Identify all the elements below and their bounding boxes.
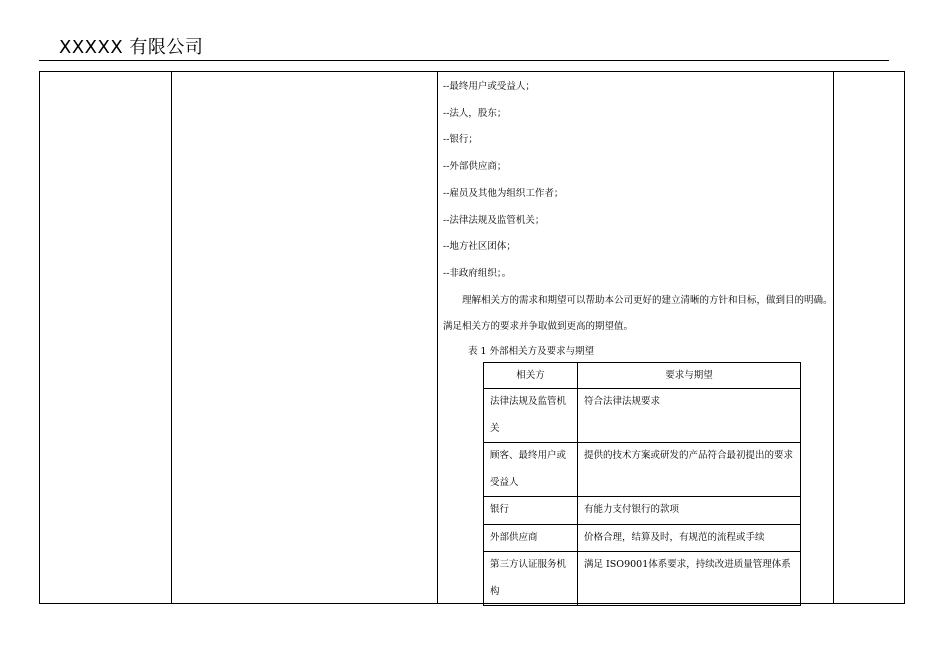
table-header-row: [484, 363, 801, 389]
stakeholder-table: [483, 362, 801, 606]
company-name: XXXXX 有限公司: [59, 37, 204, 58]
column-divider: [833, 72, 834, 603]
column-divider: [171, 72, 172, 603]
column-divider: [437, 72, 438, 603]
table-caption: 表 1 外部相关方及要求与期望: [468, 346, 595, 357]
column-header: 相关方: [484, 363, 578, 389]
table-row: [484, 389, 801, 443]
list-item: --银行；: [443, 134, 478, 146]
list-item: --雇员及其他为组织工作者；: [443, 187, 564, 199]
stakeholder-cell: 法律法规及监管机关: [484, 389, 578, 443]
table-row: [484, 524, 801, 552]
header-divider: [39, 60, 889, 61]
requirement-cell: 满足 ISO9001体系要求，持续改进质量管理体系: [578, 552, 801, 606]
table-row: [484, 552, 801, 606]
body-paragraph: 理解相关方的需求和期望可以帮助本公司更好的建立清晰的方针和目标，做到目的明确。满足相关方的要求并争取做到更高的期望值。: [443, 294, 833, 333]
list-item: --地方社区团体；: [443, 241, 516, 253]
requirement-cell: 提供的技术方案或研发的产品符合最初提出的要求: [578, 443, 801, 497]
stakeholder-cell: 第三方认证服务机构: [484, 552, 578, 606]
stakeholder-cell: 顾客、最终用户或受益人: [484, 443, 578, 497]
table-row: [484, 497, 801, 525]
list-item: --外部供应商；: [443, 161, 507, 173]
stakeholder-cell: 外部供应商: [484, 524, 578, 552]
list-item: --法人，股东；: [443, 107, 507, 119]
content-cell: [443, 74, 833, 341]
list-item: --法律法规及监管机关；: [443, 214, 545, 226]
requirement-cell: 价格合理，结算及时，有规范的流程或手续: [578, 524, 801, 552]
list-item: --非政府组织；。: [443, 267, 512, 279]
stakeholder-cell: 银行: [484, 497, 578, 525]
requirement-cell: 有能力支付银行的款项: [578, 497, 801, 525]
table-row: [484, 443, 801, 497]
list-item: --最终用户或受益人；: [443, 81, 535, 92]
requirement-cell: 符合法律法规要求: [578, 389, 801, 443]
column-header: 要求与期望: [578, 363, 801, 389]
